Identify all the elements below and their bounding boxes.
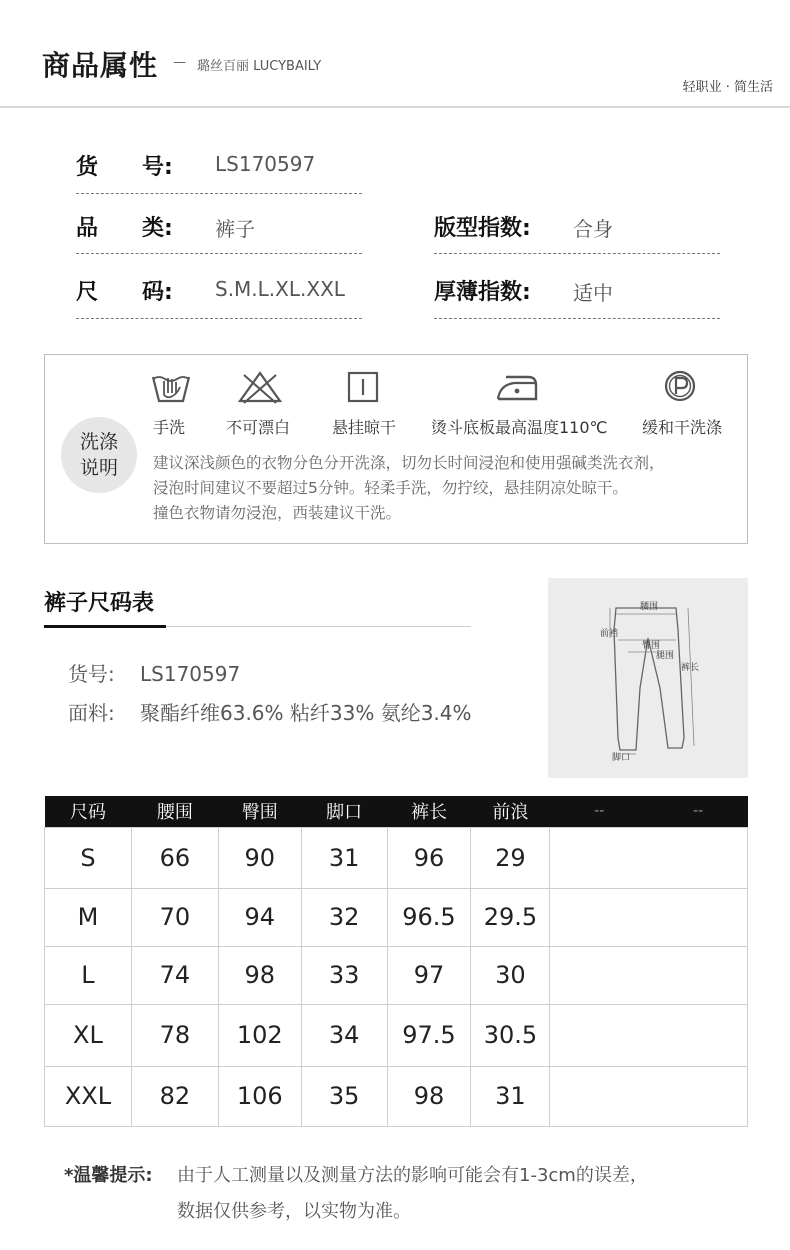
care-badge-line2: 说明 [79, 457, 118, 479]
table-row [45, 1004, 748, 1066]
table-cell: 74 [131, 946, 218, 1004]
table-cell: L [45, 946, 132, 1004]
attr-sku [76, 150, 362, 186]
attr-category [76, 211, 362, 247]
tips-text [177, 1158, 737, 1230]
table-cell-empty [550, 827, 748, 888]
table-cell: 96.5 [387, 888, 471, 946]
attr-size-value: S.M.L.XL.XXL [215, 277, 345, 301]
column-header: -- [649, 796, 748, 827]
table-cell: 97.5 [387, 1004, 471, 1066]
attr-fit [434, 211, 720, 247]
divider [434, 253, 720, 254]
care-instructions [44, 354, 748, 544]
table-row [45, 827, 748, 888]
attr-sku-value: LS170597 [215, 152, 316, 176]
care-badge-line1: 洗涤 [79, 431, 118, 453]
diagram-label-hem: 脚口 [612, 753, 631, 763]
fabric-label: 面料: [68, 701, 115, 725]
table-cell: 106 [218, 1066, 301, 1126]
column-header: -- [550, 796, 649, 827]
table-cell: 97 [387, 946, 471, 1004]
size-chart-title: 裤子尺码表 [44, 591, 155, 616]
tips-label: *温馨提示: [64, 1165, 153, 1186]
table-cell: 34 [301, 1004, 387, 1066]
brand-name: 璐丝百丽 LUCYBAILY [197, 59, 322, 74]
table-cell: 30.5 [471, 1004, 550, 1066]
product-sku-label: 货号: [68, 662, 115, 686]
tips-line: 由于人工测量以及测量方法的影响可能会有1-3cm的误差， [177, 1165, 648, 1186]
table-cell: 30 [471, 946, 550, 1004]
tips-line: 数据仅供参考，以实物为准。 [177, 1201, 411, 1222]
title-underline [44, 625, 166, 628]
attr-thickness-label: 厚薄指数: [434, 280, 531, 305]
title-separator: — [173, 55, 186, 70]
table-cell-empty [550, 1066, 748, 1126]
attr-fit-label: 版型指数: [434, 216, 531, 241]
table-cell: 33 [301, 946, 387, 1004]
table-cell: 31 [471, 1066, 550, 1126]
table-cell: 98 [218, 946, 301, 1004]
dry-clean-icon [663, 369, 697, 409]
table-cell-empty [550, 946, 748, 1004]
diagram-label-thigh: 腿围 [656, 651, 675, 661]
attr-size [76, 275, 362, 311]
table-cell-empty [550, 1004, 748, 1066]
fabric-row [68, 697, 472, 726]
care-label-dry-clean: 缓和干洗涤 [642, 418, 723, 437]
hang-dry-icon [345, 369, 381, 409]
table-row [45, 946, 748, 1004]
care-label-no-bleach: 不可漂白 [226, 418, 291, 437]
column-header: 尺码 [45, 796, 132, 827]
table-cell: 32 [301, 888, 387, 946]
diagram-label-waist: 腰围 [640, 602, 659, 612]
column-header: 臀围 [218, 796, 301, 827]
table-cell: 78 [131, 1004, 218, 1066]
table-cell: 94 [218, 888, 301, 946]
table-row [45, 1066, 748, 1126]
care-note-line: 建议深浅颜色的衣物分色分开洗涤，切勿长时间浸泡和使用强碱类洗衣剂， [153, 454, 665, 472]
table-cell: S [45, 827, 132, 888]
table-cell: 35 [301, 1066, 387, 1126]
table-cell: 90 [218, 827, 301, 888]
care-badge [61, 417, 137, 493]
product-sku-value: LS170597 [140, 662, 241, 686]
table-cell: 96 [387, 827, 471, 888]
table-header-row [45, 796, 748, 827]
table-cell: 82 [131, 1066, 218, 1126]
care-note-line: 撞色衣物请勿浸泡，西装建议干洗。 [153, 504, 402, 522]
table-cell: 102 [218, 1004, 301, 1066]
size-table [44, 796, 748, 1127]
column-header: 前浪 [471, 796, 550, 827]
iron-icon [491, 369, 543, 409]
no-bleach-icon [235, 369, 285, 409]
table-cell: XXL [45, 1066, 132, 1126]
attr-category-value: 裤子 [215, 217, 255, 241]
attr-fit-value: 合身 [573, 217, 613, 241]
divider [434, 318, 720, 319]
diagram-label-front-rise: 前裆 [600, 629, 619, 639]
care-label-hand-wash: 手洗 [153, 418, 186, 437]
care-label-hang-dry: 悬挂晾干 [332, 418, 397, 437]
column-header: 裤长 [387, 796, 471, 827]
divider [76, 253, 362, 254]
hand-wash-icon [149, 369, 193, 409]
table-cell: M [45, 888, 132, 946]
page-title: 商品属性 [42, 49, 159, 82]
divider [76, 318, 362, 319]
table-cell: 98 [387, 1066, 471, 1126]
attr-sku-label: 货 号: [76, 155, 173, 180]
diagram-label-hip: 臀围 [642, 641, 661, 651]
brand-slogan: 轻职业 · 简生活 [682, 80, 773, 95]
attr-thickness-value: 适中 [573, 281, 613, 305]
fabric-value: 聚酯纤维63.6% 粘纤33% 氨纶3.4% [140, 701, 472, 725]
column-header: 脚口 [301, 796, 387, 827]
divider [76, 193, 362, 194]
table-cell: 66 [131, 827, 218, 888]
attr-category-label: 品 类: [76, 216, 173, 241]
table-cell: 31 [301, 827, 387, 888]
pants-measurement-diagram [548, 578, 748, 778]
table-cell: 70 [131, 888, 218, 946]
attr-thickness [434, 275, 720, 311]
table-cell: 29 [471, 827, 550, 888]
diagram-label-length: 裤长 [681, 663, 700, 673]
care-note [153, 451, 743, 526]
table-cell: XL [45, 1004, 132, 1066]
page-header [0, 0, 790, 108]
attr-size-label: 尺 码: [76, 280, 173, 305]
care-label-iron: 烫斗底板最高温度110℃ [431, 418, 608, 437]
table-cell: 29.5 [471, 888, 550, 946]
care-note-line: 浸泡时间建议不要超过5分钟。轻柔手洗，勿拧绞，悬挂阴凉处晾干。 [153, 479, 628, 497]
product-sku-row [68, 658, 240, 687]
table-row [45, 888, 748, 946]
column-header: 腰围 [131, 796, 218, 827]
table-cell-empty [550, 888, 748, 946]
